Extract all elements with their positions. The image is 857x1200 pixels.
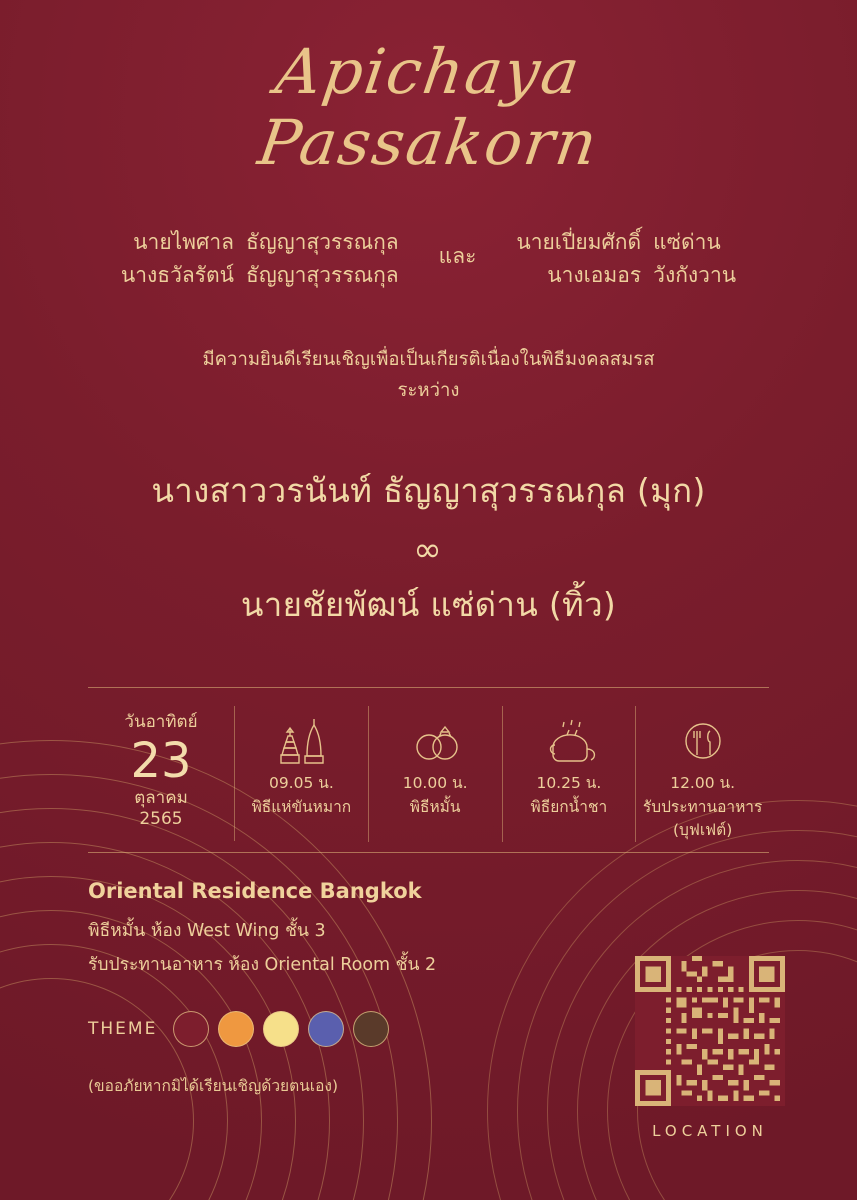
date-weekday: วันอาทิตย์ xyxy=(124,712,198,733)
theme-swatch-3 xyxy=(263,1011,299,1047)
script-name-groom: Passakorn xyxy=(253,106,604,180)
theme-swatch-5 xyxy=(353,1011,389,1047)
script-name-bride: Apichaya xyxy=(271,35,586,108)
event-item-rings xyxy=(368,706,502,842)
invitation-line-1: มีความยินดีเรียนเชิญเพื่อเป็นเกียรติเนื่องในพิธีมงคลสมรส xyxy=(202,348,655,370)
theme-swatch-1 xyxy=(173,1011,209,1047)
event-time: 10.00 น. xyxy=(402,774,468,793)
groom-name: นายชัยพัฒน์ แซ่ด่าน (ทิ้ว) xyxy=(240,584,617,624)
khan-mak-icon xyxy=(239,710,364,772)
theme-swatch-4 xyxy=(308,1011,344,1047)
date-block xyxy=(88,706,235,840)
event-title: พิธียกน้ำชา xyxy=(530,797,608,816)
venue-name: Oriental Residence Bangkok xyxy=(88,879,422,904)
parents-block xyxy=(0,226,857,291)
invitation-text xyxy=(0,344,857,407)
event-title: รับประทานอาหาร xyxy=(642,797,763,816)
event-item-khan-mak xyxy=(235,706,368,842)
parent-surname: แซ่ด่าน xyxy=(653,230,721,255)
parents-right-given xyxy=(510,226,647,291)
couple-script-names xyxy=(0,0,857,180)
event-time: 10.25 น. xyxy=(536,774,602,793)
parents-connector: และ xyxy=(438,244,477,269)
event-item-tea xyxy=(502,706,636,842)
location-qr-block[interactable] xyxy=(635,956,785,1140)
venue-detail-2: รับประทานอาหาร ห้อง Oriental Room ชั้น 2 xyxy=(88,955,437,976)
event-title: พิธีหมั้น xyxy=(409,797,461,816)
qr-code[interactable] xyxy=(635,956,785,1106)
event-title: พิธีแห่ขันหมาก xyxy=(251,797,352,816)
parent-surname: วังกังวาน xyxy=(653,263,737,288)
parents-left-given xyxy=(115,226,240,291)
invitation-line-2: ระหว่าง xyxy=(397,380,460,401)
parent-name: นางธวัลรัตน์ xyxy=(120,263,235,288)
parents-left-surname xyxy=(240,226,405,291)
couple-names xyxy=(0,466,857,629)
apology-note: (ขออภัยหากมิได้เรียนเชิญด้วยตนเอง) xyxy=(88,1077,339,1096)
parent-name: นายไพศาล xyxy=(133,230,235,255)
event-item-dining xyxy=(635,706,769,842)
event-list xyxy=(235,706,769,842)
date-day: 23 xyxy=(130,732,192,789)
bride-name: นางสาววรนันท์ ธัญญาสุวรรณกุล (มุก) xyxy=(151,471,706,511)
event-time: 12.00 น. xyxy=(670,774,736,793)
infinity-symbol: ∞ xyxy=(413,529,444,570)
parent-surname: ธัญญาสุวรรณกุล xyxy=(246,263,399,288)
parent-name: นางเอมอร xyxy=(547,263,642,288)
theme-swatch-2 xyxy=(218,1011,254,1047)
parent-name: นายเปี่ยมศักดิ์ xyxy=(516,230,642,255)
date-month: ตุลาคม xyxy=(134,788,188,809)
event-time: 09.05 น. xyxy=(268,774,334,793)
qr-label: LOCATION xyxy=(652,1122,768,1140)
rings-icon xyxy=(373,710,498,772)
dining-icon xyxy=(640,710,765,772)
teapot-icon xyxy=(507,710,632,772)
event-subtitle: (บุฟเฟต์) xyxy=(673,820,733,839)
venue-detail-1: พิธีหมั้น ห้อง West Wing ชั้น 3 xyxy=(88,921,326,942)
date-year: 2565 xyxy=(139,809,183,830)
theme-label: THEME xyxy=(88,1019,158,1040)
parent-surname: ธัญญาสุวรรณกุล xyxy=(246,230,399,255)
parents-right-surname xyxy=(647,226,742,291)
theme-swatches xyxy=(173,1011,389,1047)
schedule-timeline xyxy=(88,688,769,852)
divider-bottom xyxy=(88,852,769,853)
